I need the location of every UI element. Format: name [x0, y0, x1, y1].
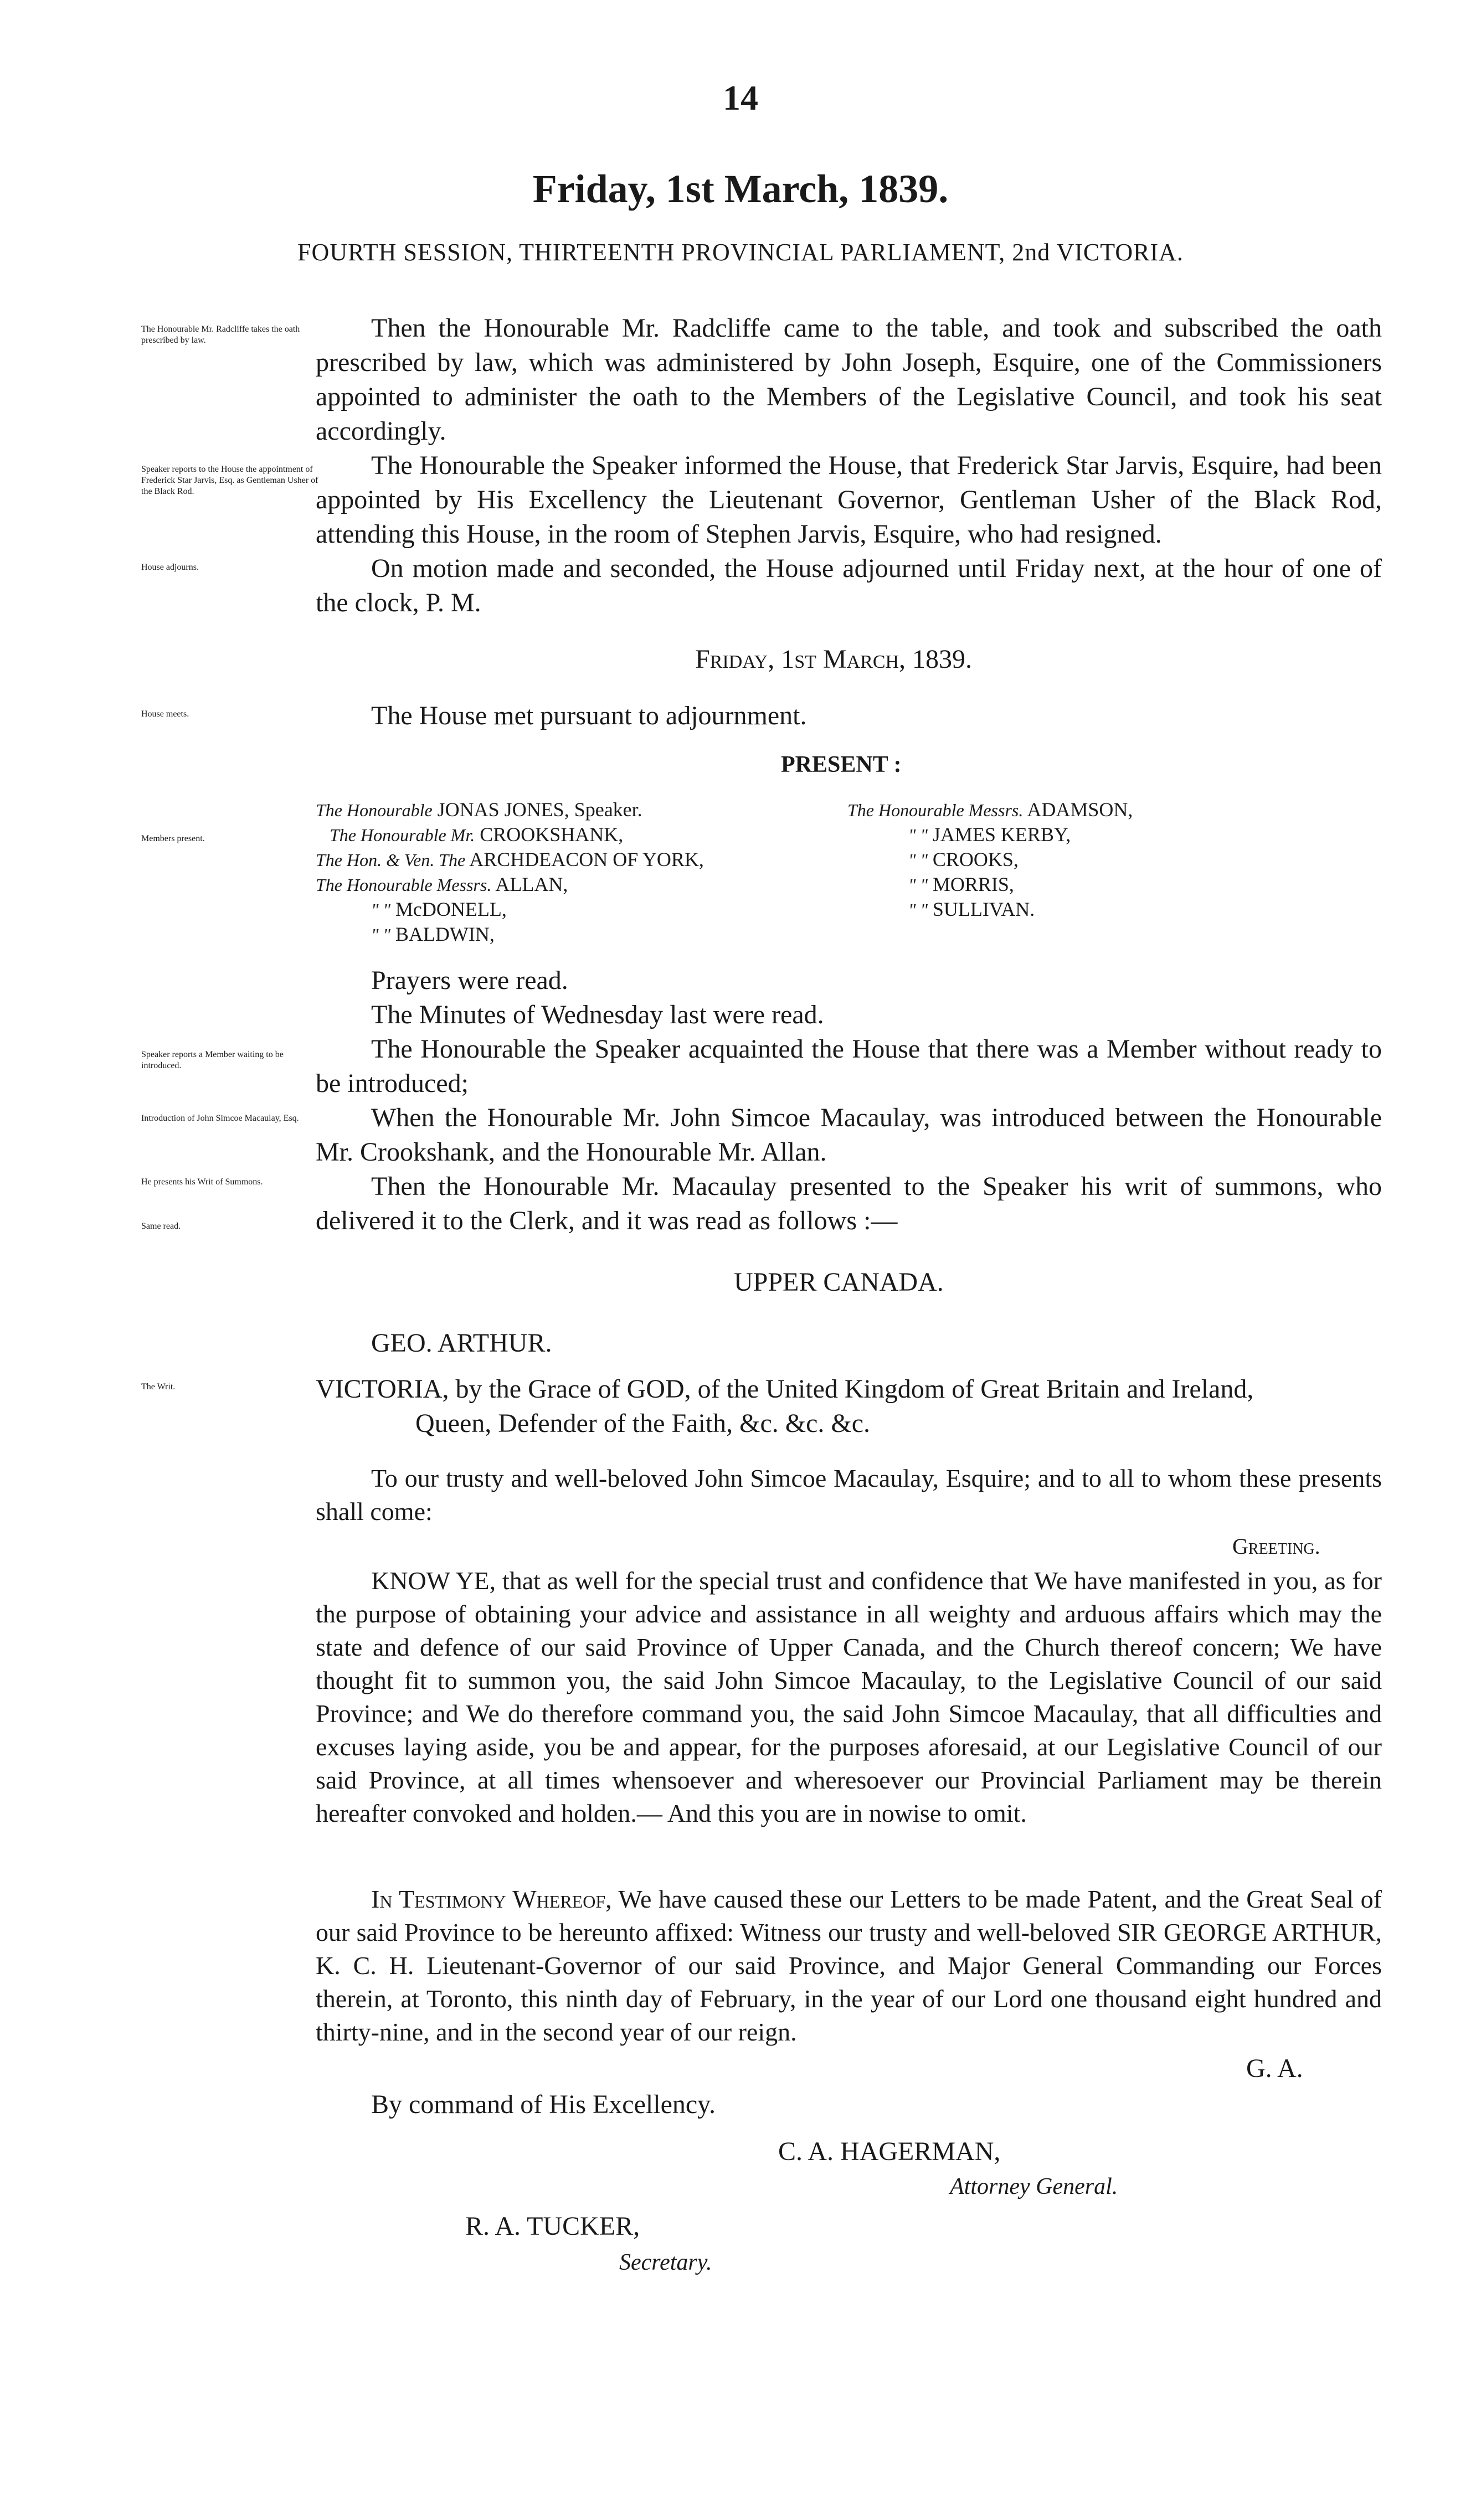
- writ-testimony: In Testimony Whereof, We have caused these our Letters to be made Patent, and the Great Seal of our said Province to be hereunto affixed: Witness our trusty and well-beloved SIR GEORGE ARTHUR, K. C. H. Lieutenant-Governor of our said Province, and Major General Commanding our Forces therein, at Toronto, this ninth day of February, in the year of our Lord one thousand eight hundred and thirty-nine, and in the second year of our reign.: [316, 1885, 1382, 2046]
- member-entry: The Honourable Messrs. ADAMSON,: [847, 798, 1133, 821]
- secretary-name: R. A. TUCKER,: [465, 2212, 640, 2241]
- attorney-name: C. A. HAGERMAN,: [778, 2137, 1001, 2166]
- margin-note-speaker-jarvis: Speaker reports to the House the appointment of Frederick Star Jarvis, Esq. as Gentleman Usher of the Black Rod.: [141, 465, 318, 496]
- margin-note-radcliffe: The Honourable Mr. Radcliffe takes the oath prescribed by law.: [141, 324, 300, 345]
- page-number: 14: [723, 78, 758, 117]
- attorney-title: Attorney General.: [950, 2174, 1118, 2199]
- member-entry: The Hon. & Ven. The ARCHDEACON OF YORK,: [316, 848, 704, 870]
- paragraph-speaker-jarvis: The Honourable the Speaker informed the House, that Frederick Star Jarvis, Esquire, had been appointed by His Excellency the Lieutenant Governor, Gentleman Usher of the Black Rod, attending this House, in the room of Stephen Jarvis, Esquire, who had resigned.: [316, 451, 1382, 549]
- margin-note-house-meets: House meets.: [141, 709, 189, 719]
- present-heading: PRESENT :: [781, 752, 902, 777]
- margin-note-the-writ: The Writ.: [141, 1382, 176, 1392]
- paragraph-speaker-member: The Honourable the Speaker acquainted the House that there was a Member without ready to be introduced;: [316, 1034, 1382, 1098]
- margin-note-members-present: Members present.: [141, 834, 205, 843]
- session-heading: FOURTH SESSION, THIRTEENTH PROVINCIAL PARLIAMENT, 2nd VICTORIA.: [297, 239, 1184, 266]
- paragraph-radcliffe-oath: Then the Honourable Mr. Radcliffe came to the table, and took and subscribed the oath prescribed by law, which was administered by John Joseph, Esquire, one of the Commissioners appointed to administer the oath to the Members of the Legislative Council, and took his seat accordingly.: [316, 313, 1382, 446]
- writ-know-ye: KNOW YE, that as well for the special trust and confidence that We have manifested in you, as for the purpose of obtaining your advice and assistance in all weighty and arduous affairs which may the state and defence of our said Province of Upper Canada, and the Church thereof concern; We have thought fit to summon you, the said John Simcoe Macaulay, to the Legislative Council of our said Province; and We do therefore command you, the said John Simcoe Macaulay, that all difficulties and excuses laying aside, you be and appear, for the purposes aforesaid, at our Legislative Council of our said Province, at all times whensoever and wheresoever our Provincial Parliament may be therein hereafter convoked and holden.— And this you are in nowise to omit.: [316, 1566, 1382, 1827]
- paragraph-minutes: The Minutes of Wednesday last were read.: [371, 1000, 824, 1029]
- paragraph-house-adjourns: On motion made and seconded, the House adjourned until Friday next, at the hour of one of the clock, P. M.: [316, 554, 1382, 617]
- member-entry: " " JAMES KERBY,: [908, 823, 1071, 846]
- margin-note-house-adjourns: House adjourns.: [141, 563, 199, 572]
- sitting-date-line: Friday, 1st March, 1839.: [695, 645, 973, 674]
- member-entry: " " BALDWIN,: [371, 923, 495, 945]
- member-entry: The Honourable JONAS JONES, Speaker.: [316, 798, 642, 821]
- writ-initials: G. A.: [1246, 2054, 1303, 2083]
- paragraph-prayers: Prayers were read.: [371, 966, 568, 995]
- writ-opening-line-1: VICTORIA, by the Grace of GOD, of the United Kingdom of Great Britain and Ireland,: [316, 1374, 1254, 1404]
- paragraph-house-meets: The House met pursuant to adjournment.: [371, 701, 807, 730]
- margin-note-speaker-member: Speaker reports a Member waiting to be introduced.: [141, 1050, 284, 1070]
- margin-note-introduction: Introduction of John Simcoe Macaulay, Esq.: [141, 1114, 299, 1123]
- writ-greeting: Greeting.: [1232, 1534, 1320, 1559]
- margin-note-presents-writ: He presents his Writ of Summons.: [141, 1177, 263, 1187]
- secretary-title: Secretary.: [619, 2250, 712, 2275]
- paragraph-writ-presented: Then the Honourable Mr. Macaulay presented to the Speaker his writ of summons, who delivered it to the Clerk, and it was read as follows :—: [316, 1172, 1382, 1235]
- writ-heading: UPPER CANADA.: [734, 1267, 944, 1297]
- member-entry: The Honourable Mr. CROOKSHANK,: [330, 823, 624, 846]
- by-command: By command of His Excellency.: [371, 2090, 716, 2119]
- writ-testimony-lead: In Testimony Whereof,: [371, 1885, 612, 1913]
- member-entry: " " SULLIVAN.: [908, 898, 1035, 920]
- writ-signed-top: GEO. ARTHUR.: [371, 1328, 552, 1358]
- member-entry: " " McDONELL,: [371, 898, 507, 920]
- members-present-right: [847, 797, 1290, 922]
- writ-opening-line-2: Queen, Defender of the Faith, &c. &c. &c.: [415, 1409, 871, 1438]
- margin-note-same-read: Same read.: [141, 1222, 181, 1231]
- paragraph-introduction: When the Honourable Mr. John Simcoe Macaulay, was introduced between the Honourable Mr. Crookshank, and the Honourable Mr. Allan.: [316, 1103, 1382, 1167]
- members-present-left: [316, 797, 814, 947]
- member-entry: The Honourable Messrs. ALLAN,: [316, 873, 568, 895]
- date-heading: Friday, 1st March, 1839.: [532, 167, 949, 211]
- member-entry: " " MORRIS,: [908, 873, 1014, 895]
- member-entry: " " CROOKS,: [908, 848, 1019, 870]
- writ-address: To our trusty and well-beloved John Simcoe Macaulay, Esquire; and to all to whom these presents shall come:: [316, 1464, 1382, 1526]
